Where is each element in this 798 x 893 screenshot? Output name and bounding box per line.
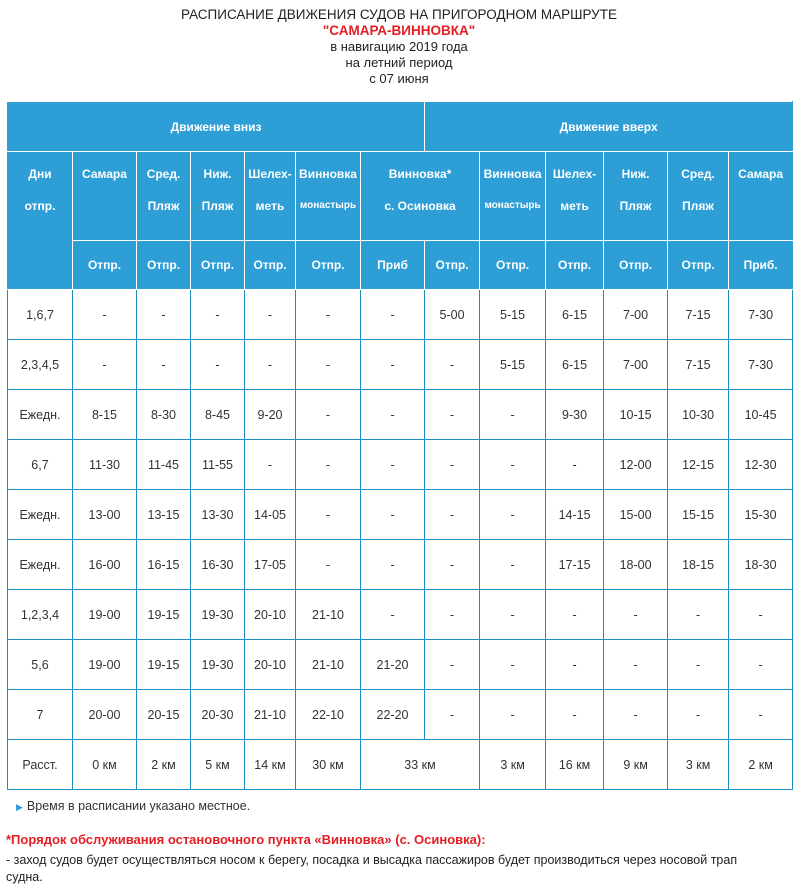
time-cell: - — [425, 690, 480, 740]
time-cell: 11-45 — [137, 440, 191, 490]
time-cell: - — [296, 390, 361, 440]
time-cell: 9-30 — [546, 390, 604, 440]
days-cell: 6,7 — [8, 440, 73, 490]
distance-cell: 2 км — [729, 740, 793, 790]
time-cell: - — [604, 590, 668, 640]
time-cell: 22-20 — [361, 690, 425, 740]
time-cell: 21-20 — [361, 640, 425, 690]
time-cell: - — [361, 540, 425, 590]
time-cell: - — [296, 540, 361, 590]
distance-cell: 0 км — [73, 740, 137, 790]
time-cell: - — [425, 440, 480, 490]
time-cell: 16-00 — [73, 540, 137, 590]
time-cell: - — [480, 540, 546, 590]
time-cell: - — [729, 590, 793, 640]
time-cell: - — [361, 390, 425, 440]
action-header: Отпр. — [668, 241, 729, 290]
time-cell: 20-00 — [73, 690, 137, 740]
time-cell: 16-30 — [191, 540, 245, 590]
time-cell: - — [425, 340, 480, 390]
caret-right-icon: ▶ — [16, 802, 23, 812]
days-cell: 2,3,4,5 — [8, 340, 73, 390]
time-cell: 19-00 — [73, 590, 137, 640]
time-cell: - — [137, 290, 191, 340]
time-cell: 5-00 — [425, 290, 480, 340]
stop-header — [546, 152, 604, 241]
group-header-down: Движение вниз — [8, 102, 425, 152]
season-period: на летний период — [345, 55, 453, 70]
time-cell: 18-30 — [729, 540, 793, 590]
table-row — [8, 590, 793, 640]
distance-cell: 3 км — [668, 740, 729, 790]
stop-header — [296, 152, 361, 241]
stop-header-line1: Дни — [28, 167, 52, 181]
table-row — [8, 390, 793, 440]
time-cell: - — [668, 690, 729, 740]
time-cell: 10-30 — [668, 390, 729, 440]
time-cell: 15-00 — [604, 490, 668, 540]
time-cell: 21-10 — [245, 690, 296, 740]
action-header: Отпр. — [296, 241, 361, 290]
time-cell: 14-15 — [546, 490, 604, 540]
title-block — [0, 6, 798, 87]
time-cell: 17-15 — [546, 540, 604, 590]
table-row — [8, 290, 793, 340]
time-cell: - — [245, 340, 296, 390]
time-cell: 6-15 — [546, 290, 604, 340]
time-cell: - — [546, 440, 604, 490]
stop-header-line1: Винновка — [483, 167, 542, 181]
time-cell: - — [425, 640, 480, 690]
stop-header — [668, 152, 729, 241]
time-cell: - — [668, 590, 729, 640]
time-cell: - — [245, 440, 296, 490]
time-cell: 22-10 — [296, 690, 361, 740]
distance-cell: 14 км — [245, 740, 296, 790]
time-cell: 15-15 — [668, 490, 729, 540]
time-cell: - — [604, 640, 668, 690]
stop-header-line2: монастырь — [484, 200, 541, 211]
time-cell: 21-10 — [296, 640, 361, 690]
stop-header-line1: Винновка* — [388, 167, 452, 181]
schedule-table — [7, 101, 793, 790]
start-date: с 07 июня — [369, 71, 429, 86]
time-cell: - — [425, 540, 480, 590]
stop-header — [137, 152, 191, 241]
action-header: Отпр. — [604, 241, 668, 290]
stop-header-line1: Ниж. — [621, 167, 650, 181]
time-cell: - — [296, 440, 361, 490]
time-cell: 8-15 — [73, 390, 137, 440]
table-row — [8, 640, 793, 690]
stop-header-line1: Самара — [82, 167, 127, 181]
time-cell: - — [546, 590, 604, 640]
action-header: Отпр. — [245, 241, 296, 290]
service-order-text: - заход судов будет осуществляться носом к берегу, посадка и высадка пассажиров будет производиться через носовой трап судна. — [6, 853, 738, 884]
time-cell: - — [480, 440, 546, 490]
days-cell: 1,6,7 — [8, 290, 73, 340]
stop-header-line2: Пляж — [201, 199, 234, 213]
time-cell: 19-30 — [191, 640, 245, 690]
stop-header — [480, 152, 546, 241]
time-cell: 14-05 — [245, 490, 296, 540]
time-cell: 7-00 — [604, 340, 668, 390]
time-cell: - — [191, 340, 245, 390]
time-cell: - — [668, 640, 729, 690]
stop-header-line2: меть — [560, 199, 589, 213]
time-cell: - — [480, 490, 546, 540]
time-cell: 16-15 — [137, 540, 191, 590]
time-cell: - — [729, 640, 793, 690]
local-time-note — [16, 799, 250, 813]
stop-header-line2: Пляж — [682, 199, 714, 213]
days-cell: Ежедн. — [8, 490, 73, 540]
stop-header — [73, 152, 137, 241]
time-cell: - — [361, 590, 425, 640]
route-name: "САМАРА-ВИННОВКА" — [322, 23, 476, 38]
time-cell: 17-05 — [245, 540, 296, 590]
time-cell: - — [296, 290, 361, 340]
time-cell: - — [425, 590, 480, 640]
time-cell: 12-30 — [729, 440, 793, 490]
stop-header — [191, 152, 245, 241]
time-cell: 20-15 — [137, 690, 191, 740]
stop-header-line2: меть — [255, 199, 285, 213]
days-cell: 5,6 — [8, 640, 73, 690]
time-cell: 5-15 — [480, 340, 546, 390]
table-row — [8, 690, 793, 740]
action-header: Отпр. — [73, 241, 137, 290]
time-cell: 18-00 — [604, 540, 668, 590]
distance-cell: 16 км — [546, 740, 604, 790]
time-cell: 10-45 — [729, 390, 793, 440]
table-row — [8, 540, 793, 590]
distance-cell: 33 км — [361, 740, 480, 790]
note-text: Время в расписании указано местное. — [26, 799, 251, 813]
time-cell: - — [73, 340, 137, 390]
time-cell: - — [480, 590, 546, 640]
distance-label: Расст. — [8, 740, 73, 790]
stop-header — [729, 152, 793, 241]
time-cell: 8-45 — [191, 390, 245, 440]
time-cell: 12-15 — [668, 440, 729, 490]
time-cell: 13-30 — [191, 490, 245, 540]
time-cell: - — [361, 440, 425, 490]
time-cell: 18-15 — [668, 540, 729, 590]
action-header: Приб. — [729, 241, 793, 290]
table-row — [8, 440, 793, 490]
time-cell: 8-30 — [137, 390, 191, 440]
time-cell: 19-15 — [137, 590, 191, 640]
time-cell: - — [425, 390, 480, 440]
time-cell: - — [296, 340, 361, 390]
stop-header-line1: Сред. — [681, 167, 715, 181]
time-cell: 10-15 — [604, 390, 668, 440]
action-header: Отпр. — [480, 241, 546, 290]
stop-header — [361, 152, 480, 241]
stop-header-line1: Шелех- — [248, 167, 292, 181]
stop-header-row — [8, 152, 793, 241]
time-cell: 7-15 — [668, 290, 729, 340]
time-cell: - — [546, 640, 604, 690]
group-header-row — [8, 102, 793, 152]
action-header: Приб — [361, 241, 425, 290]
stop-header-line2: отпр. — [24, 199, 56, 213]
distance-row — [8, 740, 793, 790]
distance-cell: 5 км — [191, 740, 245, 790]
time-cell: - — [361, 490, 425, 540]
time-cell: 13-15 — [137, 490, 191, 540]
time-cell: - — [729, 690, 793, 740]
time-cell: 15-30 — [729, 490, 793, 540]
time-cell: - — [245, 290, 296, 340]
time-cell: 5-15 — [480, 290, 546, 340]
title-line: РАСПИСАНИЕ ДВИЖЕНИЯ СУДОВ НА ПРИГОРОДНОМ МАРШРУТЕ — [180, 7, 617, 22]
stop-header-line1: Самара — [738, 167, 784, 181]
time-cell: 7-00 — [604, 290, 668, 340]
stop-header — [604, 152, 668, 241]
time-cell: - — [425, 490, 480, 540]
time-cell: - — [546, 690, 604, 740]
days-cell: Ежедн. — [8, 540, 73, 590]
time-cell: 21-10 — [296, 590, 361, 640]
service-order-title: *Порядок обслуживания остановочного пункта «Винновка» (с. Осиновка): — [6, 832, 486, 847]
action-header: Отпр. — [425, 241, 480, 290]
stop-header-line1: Сред. — [146, 167, 181, 181]
distance-cell: 9 км — [604, 740, 668, 790]
time-cell: - — [480, 640, 546, 690]
stop-header-line2: Пляж — [147, 199, 180, 213]
stop-header-line2: Пляж — [619, 199, 652, 213]
time-cell: - — [191, 290, 245, 340]
time-cell: 9-20 — [245, 390, 296, 440]
stop-header-line1: Винновка — [299, 167, 357, 181]
distance-cell: 2 км — [137, 740, 191, 790]
action-header: Отпр. — [191, 241, 245, 290]
time-cell: - — [480, 390, 546, 440]
stop-header — [245, 152, 296, 241]
stop-header-line2: монастырь — [299, 200, 357, 211]
time-cell: - — [480, 690, 546, 740]
time-cell: - — [361, 290, 425, 340]
days-cell: 1,2,3,4 — [8, 590, 73, 640]
days-cell: 7 — [8, 690, 73, 740]
time-cell: - — [137, 340, 191, 390]
time-cell: 19-30 — [191, 590, 245, 640]
time-cell: - — [73, 290, 137, 340]
distance-cell: 30 км — [296, 740, 361, 790]
time-cell: 6-15 — [546, 340, 604, 390]
time-cell: 12-00 — [604, 440, 668, 490]
distance-cell: 3 км — [480, 740, 546, 790]
time-cell: - — [296, 490, 361, 540]
time-cell: 20-10 — [245, 640, 296, 690]
table-row — [8, 490, 793, 540]
time-cell: 19-15 — [137, 640, 191, 690]
stop-header-line1: Шелех- — [552, 167, 597, 181]
action-header-row — [8, 241, 793, 290]
action-header: Отпр. — [137, 241, 191, 290]
group-header-up: Движение вверх — [425, 102, 793, 152]
stop-header-line1: Ниж. — [203, 167, 232, 181]
time-cell: 20-30 — [191, 690, 245, 740]
time-cell: 11-55 — [191, 440, 245, 490]
time-cell: 20-10 — [245, 590, 296, 640]
action-header: Отпр. — [546, 241, 604, 290]
stop-header — [8, 152, 73, 290]
time-cell: 13-00 — [73, 490, 137, 540]
time-cell: 19-00 — [73, 640, 137, 690]
time-cell: 7-30 — [729, 290, 793, 340]
time-cell: - — [604, 690, 668, 740]
time-cell: 7-30 — [729, 340, 793, 390]
time-cell: - — [361, 340, 425, 390]
table-row — [8, 340, 793, 390]
time-cell: 7-15 — [668, 340, 729, 390]
stop-header-line2: с. Осиновка — [384, 199, 456, 213]
days-cell: Ежедн. — [8, 390, 73, 440]
time-cell: 11-30 — [73, 440, 137, 490]
navigation-year: в навигацию 2019 года — [330, 39, 468, 54]
